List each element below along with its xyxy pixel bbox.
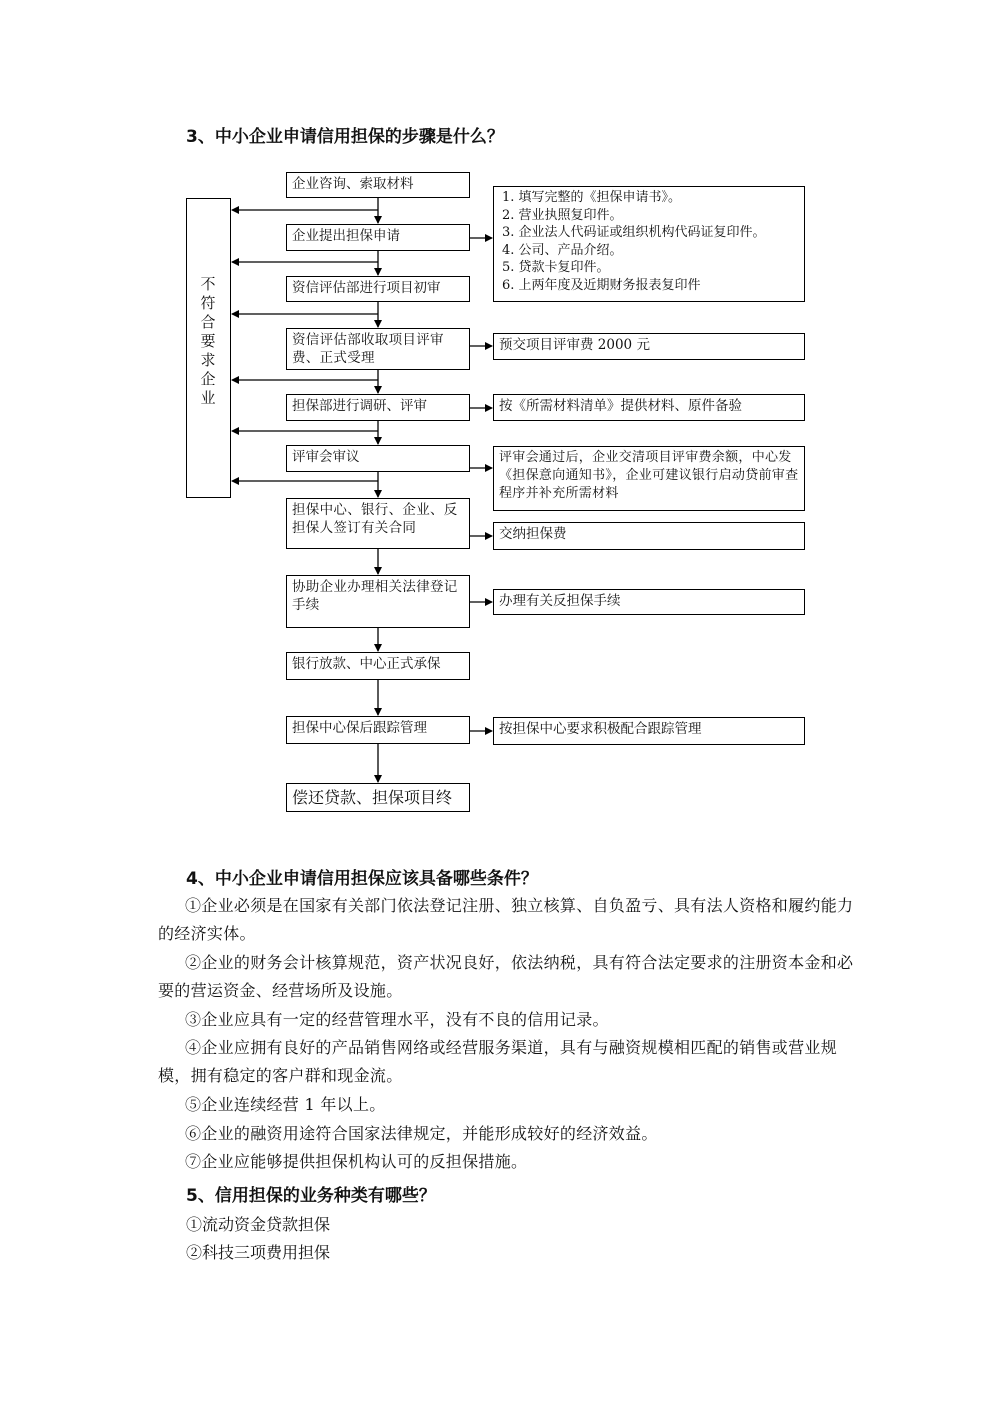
condition-item: ⑥企业的融资用途符合国家法律规定，并能形成较好的经济效益。 (185, 1124, 658, 1143)
tracking-note: 按担保中心要求积极配合跟踪管理 (493, 717, 805, 745)
flow-step-contract: 担保中心、银行、企业、反担保人签订有关合同 (286, 498, 470, 549)
condition-item: ⑤企业连续经营 1 年以上。 (185, 1095, 386, 1114)
note-line: 1. 填写完整的《担保申请书》。 (502, 190, 682, 205)
flow-step-apply: 企业提出担保申请 (286, 224, 470, 251)
section-4-title: 4、中小企业申请信用担保应该具备哪些条件？ (186, 869, 538, 889)
condition-item: ⑦企业应能够提供担保机构认可的反担保措施。 (185, 1152, 528, 1171)
note-line: 4. 公司、产品介绍。 (502, 242, 623, 258)
flow-step-committee: 评审会审议 (286, 445, 470, 472)
note-line: 5. 贷款卡复印件。 (502, 260, 610, 275)
note-line: 2. 营业执照复印件。 (502, 207, 623, 223)
guarantee-fee-note: 交纳担保费 (493, 522, 805, 550)
condition-item: ④企业应拥有良好的产品销售网络或经营服务渠道，具有与融资规模相匹配的销售或营业规模，拥有稳定的客户群和现金流。 (158, 1038, 838, 1085)
business-type-item: ①流动资金贷款担保 (186, 1215, 331, 1234)
reject-label: 不符合要求企业 (200, 275, 216, 407)
reject-box (186, 198, 231, 498)
materials-note: 按《所需材料清单》提供材料、原件备验 (493, 394, 805, 421)
condition-item: ③企业应具有一定的经营管理水平，没有不良的信用记录。 (185, 1010, 609, 1029)
flow-step-consult: 企业咨询、索取材料 (286, 172, 470, 198)
application-materials-note (493, 186, 805, 302)
flow-step-accept-fee: 资信评估部收取项目评审费、正式受理 (286, 328, 470, 370)
counter-guarantee-note: 办理有关反担保手续 (493, 589, 805, 615)
flow-step-loan-release: 银行放款、中心正式承保 (286, 652, 470, 680)
flow-step-repayment: 偿还贷款、担保项目终 (286, 783, 470, 812)
condition-item: ①企业必须是在国家有关部门依法登记注册、独立核算、自负盈亏、具有法人资格和履约能力的经济实体。 (158, 896, 854, 943)
note-line: 3. 企业法人代码证或组织机构代码证复印件。 (502, 225, 766, 240)
flow-step-post-tracking: 担保中心保后跟踪管理 (286, 716, 470, 744)
section-5-title: 5、信用担保的业务种类有哪些？ (186, 1186, 436, 1206)
condition-item: ②企业的财务会计核算规范，资产状况良好，依法纳税，具有符合法定要求的注册资本金和必要的营运资金、经营场所及设施。 (158, 953, 854, 1000)
flow-step-investigation: 担保部进行调研、评审 (286, 394, 470, 421)
review-note: 评审会通过后，企业交清项目评审费余额，中心发《担保意向通知书》，企业可建议银行启动贷前审查程序并补充所需材料 (493, 446, 805, 511)
note-line: 6. 上两年度及近期财务报表复印件 (502, 277, 701, 293)
business-type-item: ②科技三项费用担保 (186, 1243, 331, 1262)
flow-step-legal-registration: 协助企业办理相关法律登记手续 (286, 575, 470, 628)
flow-step-preliminary-review: 资信评估部进行项目初审 (286, 276, 470, 302)
section-3-title: 3、中小企业申请信用担保的步骤是什么？ (186, 127, 504, 147)
fee-note: 预交项目评审费 2000 元 (493, 333, 805, 360)
